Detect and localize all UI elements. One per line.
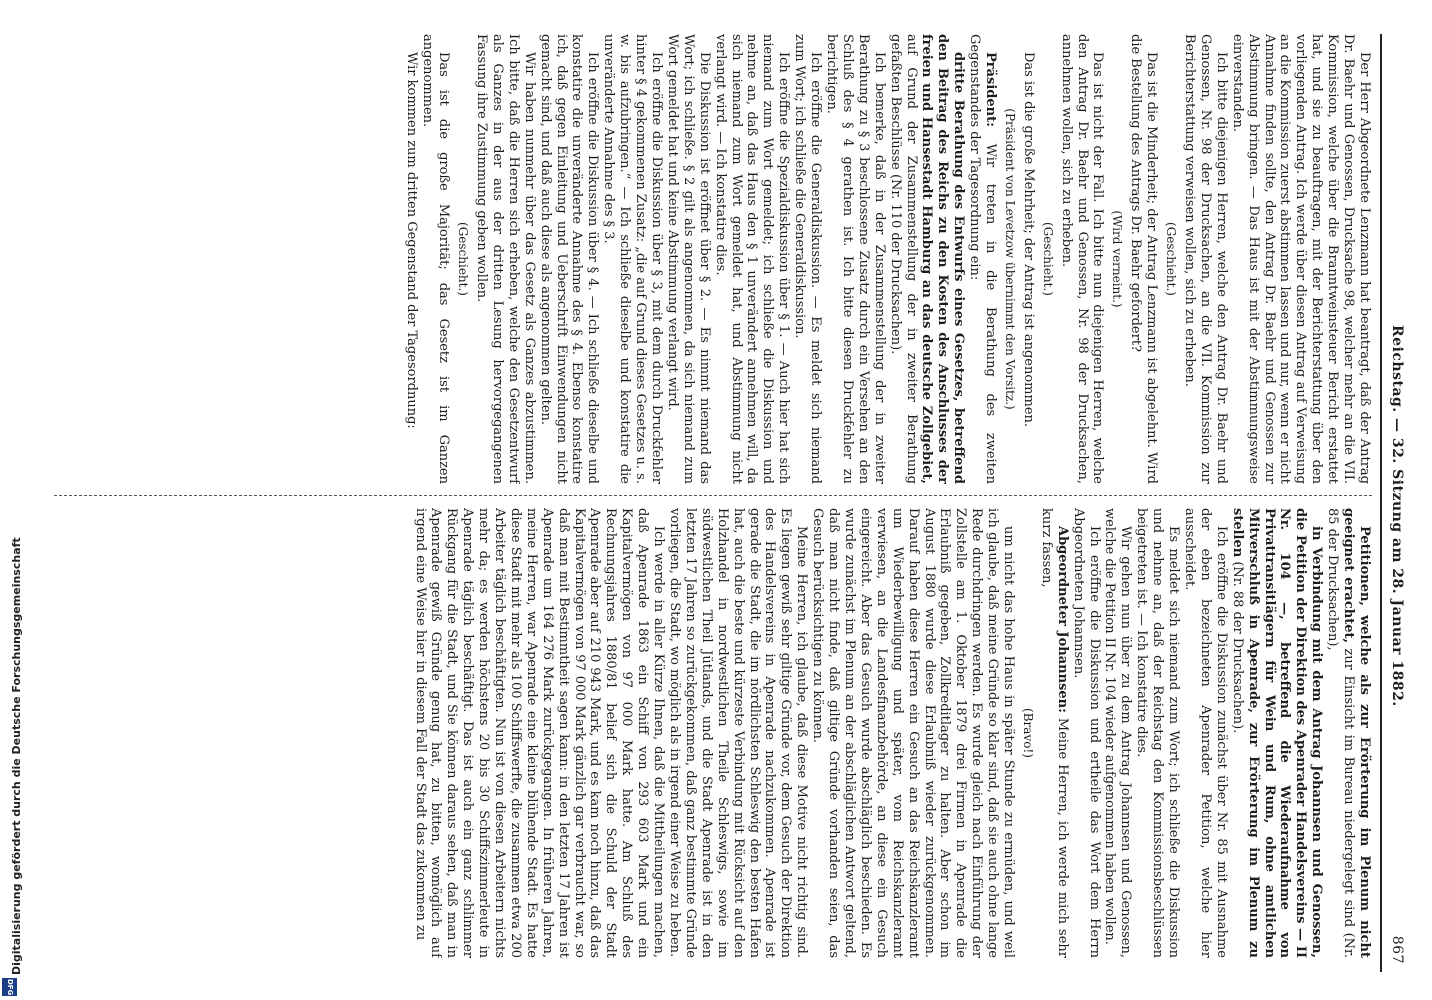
paragraph: Ich eröffne die Diskussion über § 4. — Ich schließe dieselbe und konstatire die unveränderte Annahme des § 4. Ebenso konstatire ich, daß gegen Einleitung und Ueberschrift Einwendungen nicht gemacht sind, und daß auch diese als angenommen gelten. <box>537 34 601 484</box>
paragraph: Wir kommen zum dritten Gegenstand der Tagesordnung: <box>404 52 420 429</box>
paragraph: Ich werde in aller Kürze Ihnen, daß die Mittheilungen machen, daß Apenrade 1863 ein Schiff von 293 603 Mark und ein Kapitalvermögen von 97 000 Mark hatte. Am Schluß des Rechnungsjahres 1880/81 belief sich die Schuld der Stadt Apenrade aber auf 210 943 Mark, und es kam noch hinzu, daß das Kapitalvermögen von 97 000 Mark gänzlich gar verbraucht war, so daß man mit Bestimmtheit sagen kann: in den letzten 17 Jahren ist Apenrade um 164 276 Mark zurückgegangen. In früheren Jahren, meine Herren, war Apenrade eine kleine blühende Stadt. Es hatte diese Stadt mit mehr als 100 Schiffswerfte, die zusammen etwa 200 Arbeiter täglich beschäftigten. Nun ist von diesen Arbeitern nichts mehr da; es werden höchstens 20 bis 30 Schiffszimmerleute in Apenrade täglich beschäftigt. Das ist auch ein ganz schlimmer Rückgang für die Stadt, und Sie können daraus sehen, daß man in Apenrade gewiß Gründe genug hat, zu bitten, womöglich auf irgend eine Weise hier in diesem Fall der Stadt das zukommen zu <box>412 508 667 958</box>
attribution-strip <box>0 0 23 1000</box>
page-number: 867 <box>1388 935 1405 964</box>
paragraph: Petitionen, welche als zur Erörterung im Plenum nicht geeignet erachtet, zur Einsicht im Bureau niedergelegt sind (Nr. 85 der Drucksachen), <box>1325 508 1372 958</box>
stage-direction: (Geschieht.) <box>456 222 471 296</box>
paragraph: Das ist nicht der Fall. Ich bitte nun diejenigen Herren, welche den Antrag Dr. Baehr und Genossen, Nr. 98 der Drucksachen, annehmen wollen, sich zu erheben. <box>1058 34 1106 484</box>
paragraph: Ich eröffne die Diskussion zunächst über Nr. 85 mit Ausnahme der eben bezeichneten Apenrader Petition, welche hier ausscheidet. <box>1182 508 1229 958</box>
running-head-title: Reichstag. — 32. Sitzung am 28. Januar 1882. <box>1388 325 1405 707</box>
paragraph: Wir gehen nun über zu dem Antrag Johannsen und Genossen, welche die Petition II Nr. 104 wieder aufgenommen haben wollen. <box>1102 508 1134 958</box>
paragraph: Ich eröffne die Diskussion und ertheile das Wort dem Herrn Abgeordneten Johannsen. <box>1070 508 1102 958</box>
paragraph: Es meldet sich niemand zum Wort; ich schließe die Diskussion und nehme an, daß der Reichstag den Kommissionsbeschlüssen beigetreten ist. — Ich konstatire dies. <box>1134 508 1182 958</box>
stage-direction: (Geschieht.) <box>1040 222 1055 296</box>
stage-direction: (Wird verneint.) <box>1110 210 1125 308</box>
dfg-logo-icon: DFG <box>2 978 17 996</box>
right-column <box>42 508 1372 958</box>
left-column <box>42 34 1372 484</box>
paragraph: Das ist die große Mehrheit; der Antrag ist angenommen. <box>1020 52 1036 428</box>
running-head <box>1385 34 1410 972</box>
paragraph: Ich eröffne die Diskussion über § 3, mit dem durch Druckfehler hinter § 4 gekommenen Zusatz: „die auf Grund dieses Gesetzes u. s. w. bis aufzubringen.“ — Ich schließe dieselbe und konstatire die unveränderte Annahme des § 3. <box>601 34 665 484</box>
paragraph: Präsident: Wir treten in die Berathung des zweiten Gegenstandes der Tagesordnung ein: <box>967 34 999 484</box>
paragraph: um nicht das hohe Haus in später Stunde zu ermüden, und weil ich glaube, daß meine Gründe so klar sind, daß sie auch ohne lange Rede durchdringen werden. Es wurde gleich nach Einführung der Zollstelle am 1. Oktober 1879 drei Firmen in Apenrade die Erlaubniß gegeben, Zollkreditlager zu halten. Aber schon im August 1880 wurde diese Erlaubniß wieder zurückgenommen. Darauf haben diese Herren ein Gesuch an das Reichskanzleramt um Wiederbewilligung und später, vom Reichskanzleramt verwiesen, an die Landesfinanzbehörde, an diese ein Gesuch eingereicht. Aber das Gesuch wurde abschläglich beschieden. Es wurde zunächst im Plenum an der abschläglichen Antwort geltend, daß man nicht finde, daß giltige Gründe vorhanden seien, das Gesuch berücksichtigen zu können. <box>810 508 1017 958</box>
paragraph: dritte Berathung des Entwurfs eines Gesetzes, betreffend den Beitrag des Reichs zu den Kosten des Anschlusses der freien und Hansestadt Hamburg an das deutsche Zollgebiet, auf Grund der Zusammenstellung der in zweiter Berathung gefaßten Beschlüsse (Nr. 110 der Drucksachen). <box>887 34 967 484</box>
paragraph: Das ist die große Majorität; das Gesetz ist im Ganzen angenommen. <box>420 34 452 484</box>
stage-direction: (Geschieht.) <box>1164 222 1179 296</box>
paragraph: Ich eröffne die Generaldiskussion. — Es meldet sich niemand zum Wort; ich schließe die Generaldiskussion. <box>792 34 824 484</box>
header-rule <box>1380 34 1382 972</box>
paragraph: Das ist die Minderheit; der Antrag Lenzmann ist abgelehnt. Wird die Bestellung des Antrags Dr. Baehr gefordert? <box>1128 34 1160 484</box>
paragraph: Ich eröffne die Spezialdiskussion über § 1. — Auch hier hat sich niemand zum Wort gemeldet; ich schließe die Diskussion und nehme an, daß das Haus den § 1 unverändert annehmen will, da sich niemand zum Wort gemeldet hat, und Abstimmung nicht verlangt wird. — Ich konstatire dies. <box>712 34 792 484</box>
stage-direction: (Bravo!) <box>1020 708 1035 758</box>
paragraph: Ich bitte diejenigen Herren, welche den Antrag Dr. Baehr und Genossen, Nr. 98 der Drucksachen, an die VII. Kommission zur Berichterstattung verweisen wollen, sich zu erheben. <box>1182 34 1229 484</box>
text-columns <box>42 34 1372 972</box>
paragraph: Die Diskussion ist eröffnet über § 2. — Es nimmt niemand das Wort; ich schließe. § 2 gilt als angenommen, da sich niemand zum Wort gemeldet hat und keine Abstimmung verlangt wird. <box>664 34 712 484</box>
paragraph: Der Herr Abgeordnete Lenzmann hat beantragt, daß der Antrag Dr. Baehr und Genossen, Drucksache 98, welcher mehr an die VII. Kommission, welche über die Branntweinsteuer Bericht erstattet hat, und sie zu beauftragen, mit der Berichterstattung über den vorliegenden Antrag. Ich werde über diesen Antrag auf Verweisung an die Kommission zuerst abstimmen lassen und nur, wenn er nicht Annahme finden sollte, den Antrag Dr. Baehr und Genossen zur Abstimmung bringen. — Das Haus ist mit der Abstimmungsweise einverstanden. <box>1229 34 1372 484</box>
funding-attribution: Digitalisierung gefördert durch die Deutsche Forschungsgemeinschaft <box>10 537 23 975</box>
paragraph: Abgeordneter Johannsen: Meine Herren, ich werde mich sehr kurz fassen, <box>1038 508 1070 958</box>
paragraph: Ich bemerke, daß in der Zusammenstellung der in zweiter Berathung zu § 3 beschlossene Zusatz durch ein Versehen an den Schluß des § 4 gerathen ist. Ich bitte diesen Druckfehler zu berichtigen. <box>824 34 887 484</box>
paragraph: in Verbindung mit dem Antrag Johannsen und Genossen, die Petition der Direktion des Apenrader Handelsvereins — II Nr. 104 —, betreffend die Wiederaufnahme von Privattransitlägern für Wein und Rum, ohne amtlichen Mitverschluß in Apenrade, zur Erörterung im Plenum zu stellen (Nr. 88 der Drucksachen). <box>1229 508 1325 958</box>
stage-direction: (Präsident von Levetzow übernimmt den Vorsitz.) <box>1002 108 1017 410</box>
paragraph: Wir haben nunmehr über das Gesetz als Ganzes abzustimmen. Ich bitte, daß die Herren sich erheben, welche den Gesetzentwurf als Ganzes in der aus der dritten Lesung hervorgegangenen Fassung ihre Zustimmung geben wollen. <box>474 34 537 484</box>
column-divider <box>54 495 1372 497</box>
paragraph: Meine Herren, ich glaube, daß diese Motive nicht richtig sind. Es liegen gewiß sehr giltige Gründe vor, dem Gesuch der Direktion des Handelsvereins in Apenrade nachzukommen. Apenrade ist gerade die Stadt, die im nördlichsten Schleswig den besten Hafen hat, auch die beste und kürzeste Verbindung mit Rücksicht auf den Holzhandel in nordwestlichen Theile Schleswigs, sowie im südwestlichen Theil Jütlands, und die Stadt Apenrade ist in den letzten 17 Jahren so zurückgekommen, daß ganz bestimmte Gründe vorliegen, die Stadt, wo möglich als in irgend einer Weise zu heben. <box>667 508 810 958</box>
